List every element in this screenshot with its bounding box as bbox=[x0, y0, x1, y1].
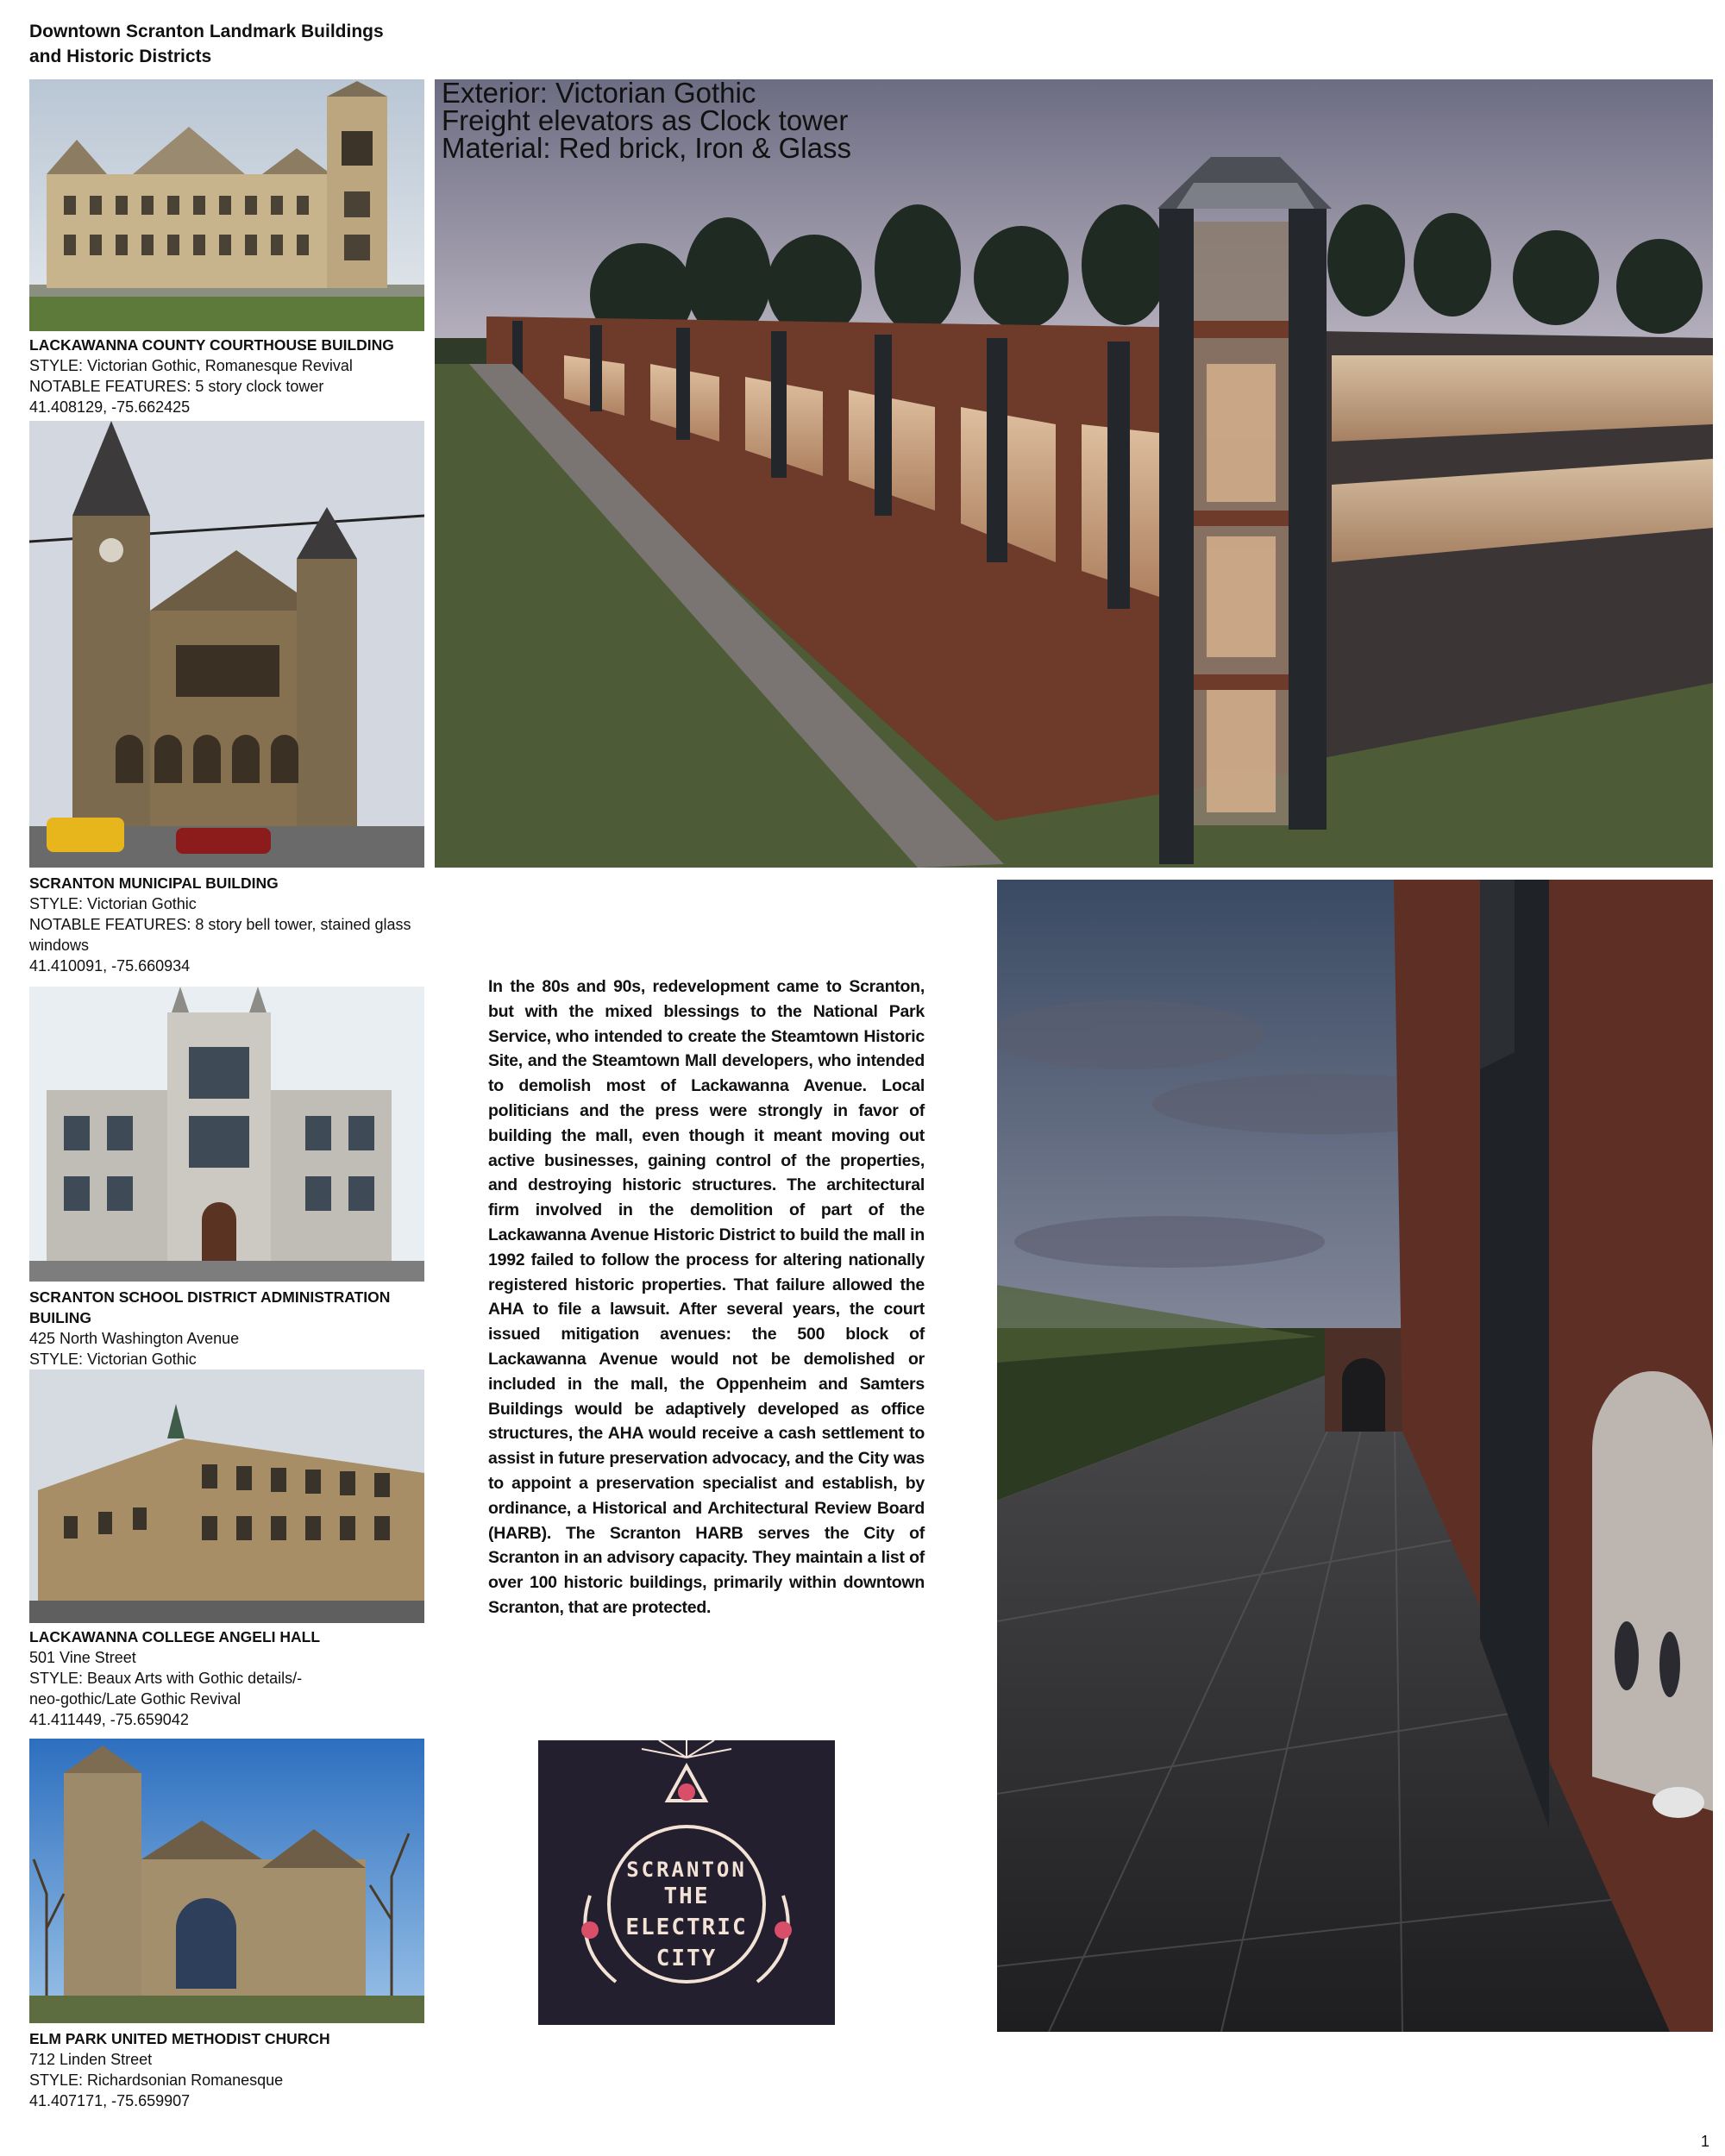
school-district-photo bbox=[29, 987, 424, 1282]
municipal-building-photo bbox=[29, 421, 424, 868]
elm-park-church-caption: ELM PARK UNITED METHODIST CHURCH 712 Linden Street STYLE: Richardsonian Romanesque 41.407171, -75.659907 bbox=[29, 2030, 330, 2109]
school-district-caption: SCRANTON SCHOOL DISTRICT ADMINISTRATION BUILING 425 North Washington Avenue STYLE: Victorian Gothic bbox=[29, 1288, 391, 1368]
angeli-hall-caption: LACKAWANNA COLLEGE ANGELI HALL 501 Vine Street STYLE: Beaux Arts with Gothic details/- neo-gothic/Late Gothic Revival 41.411449, -75.659042 bbox=[29, 1628, 321, 1728]
walkway-rendering bbox=[997, 880, 1713, 2032]
courthouse-photo bbox=[29, 79, 424, 331]
history-essay: In the 80s and 90s, redevelopment came to Scranton, but with the mixed blessings to the National Park Service, who intended to create the Steamtown Historic Site, and the Steamtown Mall developers, who intended to demolish most of Lackawanna Avenue. Local politicians and the press were strongly in favor of building the mall, even though it meant moving out active businesses, gaining control of the properties, and destroying historic structures. The architectural firm involved in the demolition of part of the Lackawanna Avenue Historic District to build the mall in 1992 failed to follow the process for altering nationally registered historic properties. That failure allowed the AHA to file a lawsuit. After several years, the court issued mitigation avenues: the 500 block of Lackawanna Avenue would not be demolished or included in the mall, the Oppenheim and Samters Buildings would be adaptively developed as office structures, the AHA would receive a cash settlement to assist in future preservation advocacy, and the City was to appoint a preservation specialist and establish, by ordinance, a Historical and Architectural Review Board (HARB). The Scranton HARB serves the City of Scranton in an advisory capacity. They maintain a list of over 100 historic buildings, primarily within downtown Scranton, that are protected. bbox=[488, 977, 925, 1617]
electric-city-sign-text: SCRANTON THE ELECTRIC CITY bbox=[625, 1858, 748, 1971]
elm-park-church-photo bbox=[29, 1739, 424, 2023]
municipal-building-caption: SCRANTON MUNICIPAL BUILDING STYLE: Victorian Gothic NOTABLE FEATURES: 8 story bell tower, stained glass windows 41.410091, -75.660934 bbox=[29, 874, 411, 975]
courthouse-caption: LACKAWANNA COUNTY COURTHOUSE BUILDING STYLE: Victorian Gothic, Romanesque Revival NOTABLE FEATURES: 5 story clock tower 41.408129, -75.662425 bbox=[29, 336, 394, 416]
rendering-caption: Exterior: Victorian Gothic Freight elevators as Clock tower Material: Red brick, Iron & Glass bbox=[442, 77, 851, 164]
page-title: Downtown Scranton Landmark Buildings and Historic Districts bbox=[29, 22, 384, 66]
page-number: 1 bbox=[1700, 2133, 1709, 2150]
angeli-hall-photo bbox=[29, 1369, 424, 1623]
exterior-rendering bbox=[435, 79, 1713, 868]
